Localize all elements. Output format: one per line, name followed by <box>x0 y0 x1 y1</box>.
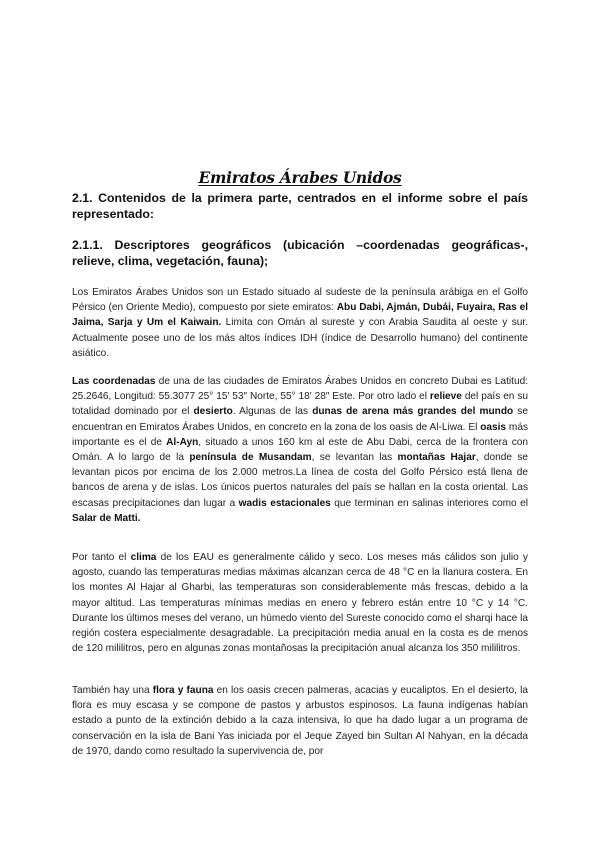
bold-run: Las coordenadas <box>72 376 156 387</box>
text-run: que terminan en salinas interiores como el <box>330 497 528 509</box>
text-run: en los oasis crecen palmeras, acacias y eucaliptos. En el desierto, la flora es muy escasa y se compone de pastos y arbustos espinosos. La fauna indígenas habían estado a punto de la extinción debido a la caza intensiva, lo que ha dado lugar a un programa de conservación en la isla de Bani Yas iniciada por el Jeque Zayed bin Sultan Al Nahyan, en la década de 1970, dando como resultado la supervivencia de, por <box>72 685 529 757</box>
paragraph-flora-fauna <box>72 683 528 759</box>
text-run: se encuentran en Emiratos Árabes Unidos, en concreto en la zona de los oasis de Al-Liwa. El <box>72 406 528 433</box>
bold-run: oasis <box>480 421 507 433</box>
text-run: más importante es el de <box>72 421 528 448</box>
bold-run: montañas Hajar <box>397 452 476 464</box>
paragraph-ubicacion <box>72 285 528 361</box>
section-heading-2-1: 2.1. Contenidos de la primera parte, centrados en el informe sobre el país representado: <box>72 191 528 221</box>
document-title: Emiratos Árabes Unidos <box>198 168 402 187</box>
text-run: También hay una <box>72 685 153 696</box>
text-run: , donde se levantan picos por encima de los 2.000 metros.La línea de costa del Golfo Pérsico está llena de bancos de arena y de islas. Los únicos puertos naturales del país se hallan en la costa oriental. Las escasas precipitaciones dan lugar a <box>72 452 528 509</box>
text-run: Limita con Omán al sureste y con Arabia Saudita al oeste y sur. Actualmente posee uno de los más altos índices IDH (índice de Desarrollo humano) del continente asiático. <box>72 317 528 359</box>
text-run: , situado a unos 160 km al este de Abu Dabi, cerca de la frontera con Omán. A lo largo de la <box>72 436 529 464</box>
bold-run: clima <box>130 552 157 563</box>
paragraph-clima <box>72 550 528 656</box>
bold-run: península de Musandam <box>189 452 312 464</box>
bold-run: wadis estacionales <box>238 497 331 509</box>
text-run: Los Emiratos Árabes Unidos son un Estado situado al sudeste de la península arábiga en el Golfo Pérsico (en Oriente Medio), compuesto por siete emiratos: <box>72 287 528 314</box>
text-run: , se levantan las <box>311 452 398 464</box>
bold-run: dunas de arena más grandes del mundo <box>312 406 514 418</box>
bold-run: Abu Dabi, Ajmán, Dubái, Fuyaira, Ras el Jaima, Sarja y Um el Kaiwain. <box>72 302 528 329</box>
bold-run: desierto <box>193 406 233 418</box>
bold-run: flora y fauna <box>152 685 214 696</box>
text-run: del país en su totalidad dominado por el <box>72 391 528 418</box>
paragraph-coordenadas-relieve <box>72 374 528 526</box>
section-heading-2-1-1: 2.1.1. Descriptores geográficos (ubicación –coordenadas geográficas-, relieve, clima, vegetación, fauna); <box>72 238 528 268</box>
text-run: de los EAU es generalmente cálido y seco. Los meses más cálidos son julio y agosto, cuando las temperaturas medias máximas alcanzan cerca de 48 °C en la llanura costera. En los montes Al Hajar al Gharbi, las temperaturas son considerablemente más frescas, debido a la mayor altitud. Las temperaturas mínimas medias en enero y febrero están entre 10 °C y 14 °C. Durante los últimos meses del verano, un húmedo viento del Sureste conocido como el sharqi hace la región costera especialmente desagradable. La precipitación media anual en la costa es de menos de 120 mililitros, pero en algunas zonas montañosas la precipitación anual alcanza los 350 mililitros. <box>72 552 528 655</box>
bold-run: relieve <box>429 391 462 403</box>
text-run: Por tanto el <box>72 552 131 563</box>
bold-run: Salar de Matti. <box>72 512 141 524</box>
text-run: . Algunas de las <box>232 406 313 418</box>
text-run: de una de las ciudades de Emiratos Árabes Unidos en concreto Dubai es Latitud: 25.2646, Longitud: 55.3077 25° 15′ 53″ Norte, 55° 18′ 28″ Este. Por otro lado el <box>72 376 528 403</box>
bold-run: Al-Ayn <box>166 436 199 448</box>
